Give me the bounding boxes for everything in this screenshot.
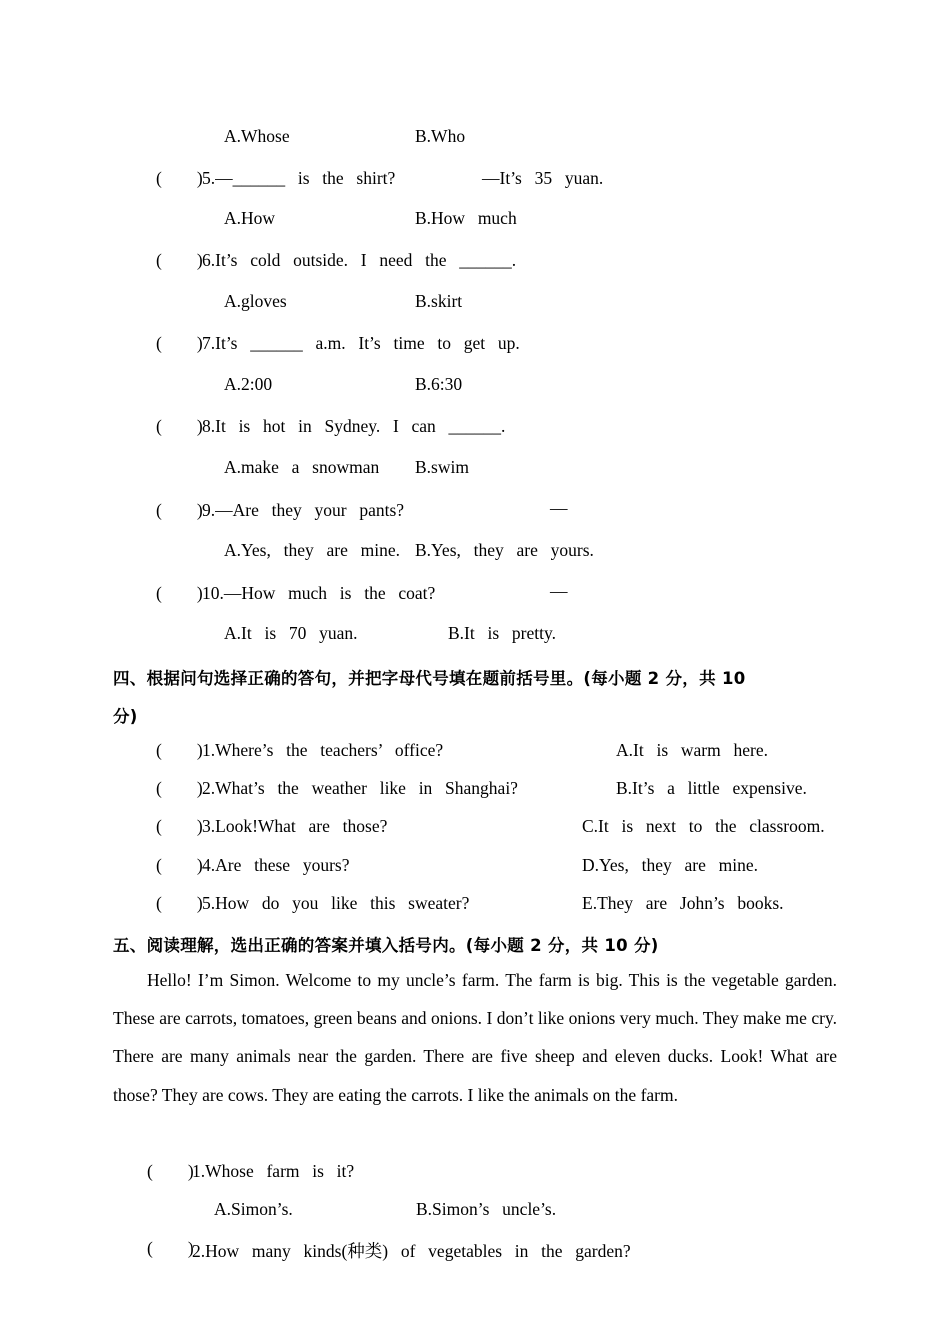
s5-q1-option-b: B.Simon’s uncle’s. [416, 1199, 557, 1219]
q7-question: 7.It’s ______ a.m. It’s time to get up. [202, 333, 520, 353]
q9-answer-paren[interactable]: ( ) [156, 500, 203, 520]
s4-option-b: B.It’s a little expensive. [616, 778, 807, 798]
q6-option-b: B.skirt [415, 291, 463, 311]
s5-q2-answer-paren[interactable]: ( ) [147, 1238, 194, 1258]
s4-q1-question: 1.Where’s the teachers’ office? [202, 740, 444, 760]
q7-option-b: B.6:30 [415, 374, 463, 394]
q7-answer-paren[interactable]: ( ) [156, 333, 203, 353]
s5-q1-option-a: A.Simon’s. [214, 1199, 293, 1219]
s5-q1-question: 1.Whose farm is it? [192, 1161, 355, 1181]
s5-q1-answer-paren[interactable]: ( ) [147, 1161, 194, 1181]
q8-option-a: A.make a snowman [224, 457, 380, 477]
s4-q5-question: 5.How do you like this sweater? [202, 893, 470, 913]
q8-question: 8.It is hot in Sydney. I can ______. [202, 416, 506, 436]
reading-passage-text: Hello! I’m Simon. Welcome to my uncle’s farm. The farm is big. This is the vegetable garden. These are carrots, tomatoes, green beans and onions. I don’t like onions very much. They make me cry. There are many animals near the garden. There are five sheep and eleven ducks. Look! What are those? They are cows. They are eating the carrots. I like the animals on the farm. [113, 970, 837, 1105]
q9-option-b: B.Yes, they are yours. [415, 540, 594, 560]
section4-heading-line1: 四、根据问句选择正确的答句，并把字母代号填在题前括号里。(每小题 2 分，共 10 [113, 669, 746, 688]
q6-answer-paren[interactable]: ( ) [156, 250, 203, 270]
q5-question: 5.—______ is the shirt? [202, 168, 396, 188]
s4-q3-question: 3.Look!What are those? [202, 816, 388, 836]
q9-question: 9.—Are they your pants? [202, 500, 405, 520]
s4-q4-answer-paren[interactable]: ( ) [156, 855, 203, 875]
q6-question: 6.It’s cold outside. I need the ______. [202, 250, 517, 270]
q5-answer-paren[interactable]: ( ) [156, 168, 203, 188]
q5-response: —It’s 35 yuan. [482, 168, 604, 188]
q6-option-a: A.gloves [224, 291, 287, 311]
s4-q2-answer-paren[interactable]: ( ) [156, 778, 203, 798]
s4-option-d: D.Yes, they are mine. [582, 855, 758, 875]
q8-answer-paren[interactable]: ( ) [156, 416, 203, 436]
section4-heading-line2: 分) [113, 707, 138, 726]
s4-q4-question: 4.Are these yours? [202, 855, 350, 875]
q8-option-b: B.swim [415, 457, 469, 477]
q10-option-b: B.It is pretty. [448, 623, 556, 643]
s4-option-a: A.It is warm here. [616, 740, 768, 760]
s4-q5-answer-paren[interactable]: ( ) [156, 893, 203, 913]
s4-q3-answer-paren[interactable]: ( ) [156, 816, 203, 836]
q10-option-a: A.It is 70 yuan. [224, 623, 358, 643]
q10-question: 10.—How much is the coat? [202, 583, 436, 603]
q9-response-dash: — [550, 498, 568, 518]
s4-q2-question: 2.What’s the weather like in Shanghai? [202, 778, 518, 798]
s4-option-c: C.It is next to the classroom. [582, 816, 825, 836]
s5-q2-question: 2.How many kinds(种类) of vegetables in the garden? [192, 1241, 631, 1261]
q5-option-a: A.How [224, 208, 276, 228]
q4-option-a: A.Whose [224, 126, 290, 146]
q9-option-a: A.Yes, they are mine. [224, 540, 400, 560]
reading-passage [113, 961, 837, 1114]
q10-response-dash: — [550, 581, 568, 601]
q10-answer-paren[interactable]: ( ) [156, 583, 203, 603]
q7-option-a: A.2:00 [224, 374, 273, 394]
s4-q1-answer-paren[interactable]: ( ) [156, 740, 203, 760]
section5-heading: 五、阅读理解，选出正确的答案并填入括号内。(每小题 2 分，共 10 分) [113, 936, 659, 955]
s4-option-e: E.They are John’s books. [582, 893, 784, 913]
q4-option-b: B.Who [415, 126, 466, 146]
q5-option-b: B.How much [415, 208, 517, 228]
